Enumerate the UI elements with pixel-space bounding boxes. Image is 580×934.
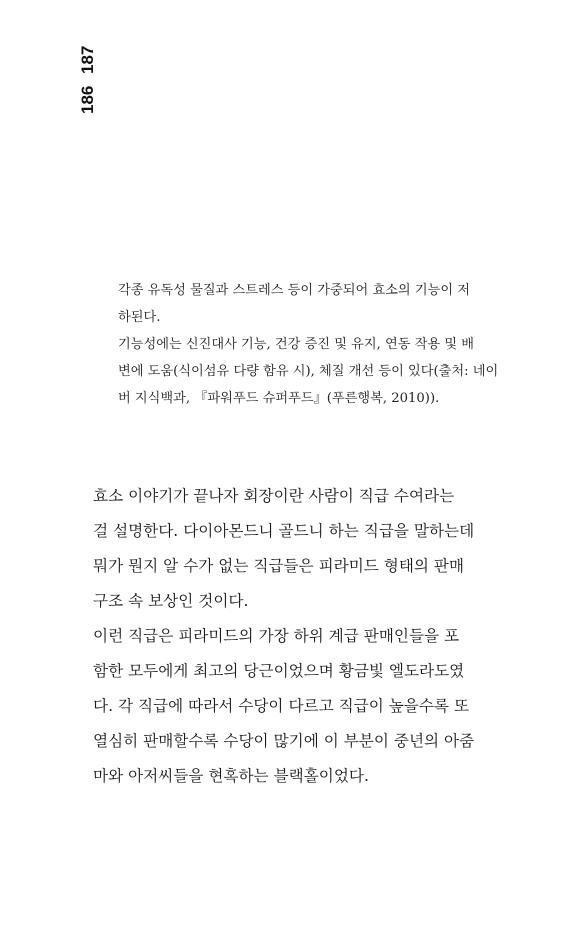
page-number-left: 186 — [78, 85, 97, 114]
paragraph — [93, 479, 513, 619]
paragraph-line: 함한 모두에게 최고의 당근이었으며 황금빛 엘도라도였 — [93, 662, 465, 680]
page-numbers — [78, 40, 108, 120]
paragraph — [93, 619, 513, 794]
paragraph-line: 다. 각 직급에 따라서 수당이 다르고 직급이 높을수록 또 — [93, 697, 470, 715]
quote-line: 버 지식백과, 『파워푸드 슈퍼푸드』(푸른행복, 2010)). — [118, 391, 440, 406]
paragraph-line: 이런 직급은 피라미드의 가장 하위 계급 판매인들을 포 — [93, 627, 460, 645]
paragraph-line: 효소 이야기가 끝나자 회장이란 사람이 직급 수여라는 — [93, 487, 455, 505]
paragraph-line: 뭐가 뭔지 알 수가 없는 직급들은 피라미드 형태의 판매 — [93, 557, 465, 575]
quote-line: 기능성에는 신진대사 기능, 건강 증진 및 유지, 연동 작용 및 배 — [118, 337, 475, 352]
body-text — [93, 479, 513, 794]
paragraph-line: 걸 설명한다. 다이아몬드니 골드니 하는 직급을 말하는데 — [93, 522, 475, 540]
quote-line: 변에 도움(식이섬유 다량 함유 시), 체질 개선 등이 있다(출처: 네이 — [118, 364, 499, 379]
paragraph-line: 구조 속 보상인 것이다. — [93, 592, 249, 610]
paragraph-line: 마와 아저씨들을 현혹하는 블랙홀이었다. — [93, 767, 369, 785]
paragraph-line: 열심히 판매할수록 수당이 많기에 이 부분이 중년의 아줌 — [93, 732, 475, 750]
quote-line: 하된다. — [118, 310, 161, 325]
page-number-right: 187 — [78, 45, 97, 74]
quote-line: 각종 유독성 물질과 스트레스 등이 가중되어 효소의 기능이 저 — [118, 283, 471, 298]
quote-block — [118, 277, 518, 412]
